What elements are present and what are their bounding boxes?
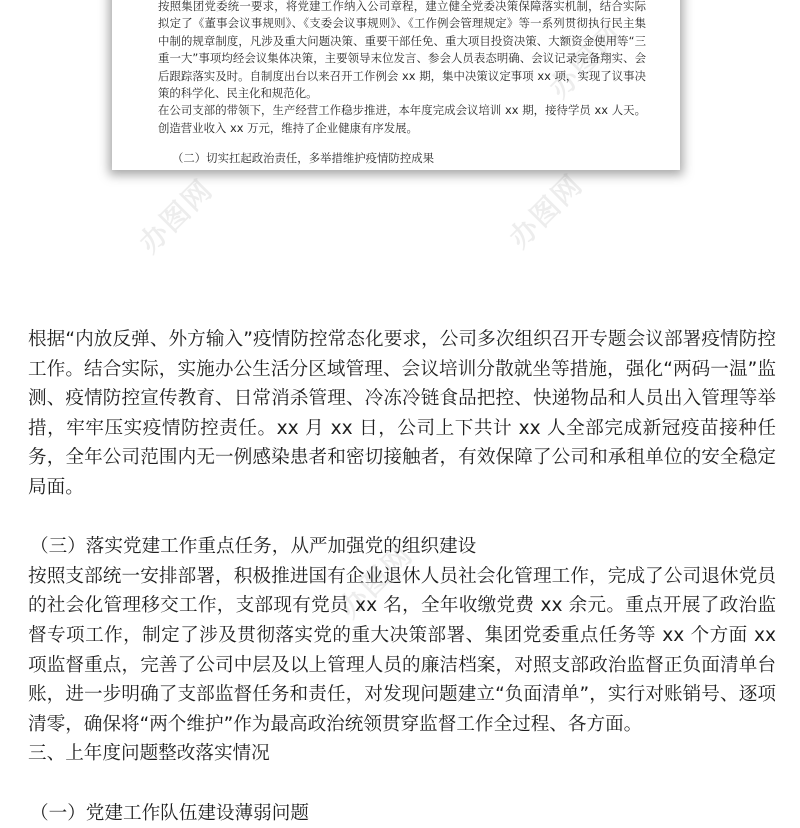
page-preview-paragraph-2: 在公司支部的带领下，生产经营工作稳步推进，本年度完成会议培训 xx 期，接待学员 xx 人天。创造营业收入 xx 万元，维持了企业健康有序发展。 [158,102,646,137]
subsection-heading-1: （一）党建工作队伍建设薄弱问题 [28,799,776,828]
watermark: 办图网 [329,534,421,626]
document-body [28,325,776,828]
watermark: 办图网 [499,164,591,256]
section-heading-3: （三）落实党建工作重点任务，从严加强党的组织建设 [28,532,776,562]
watermark: 办图网 [129,169,221,261]
paragraph-epidemic-control: 根据“内放反弹、外方输入”疫情防控常态化要求，公司多次组织召开专题会议部署疫情防控工作。结合实际，实施办公生活分区域管理、会议培训分散就坐等措施，强化“两码一温”监测、疫情防控宣传教育、日常消杀管理、冷冻冷链食品把控、快递物品和人员出入管理等举措，牢牢压实疫情防控责任。xx 月 xx 日，公司上下共计 xx 人全部完成新冠疫苗接种任务，全年公司范围内无一例感染患者和密切接触者，有效保障了公司和承租单位的安全稳定局面。 [28,325,776,503]
section-title-rectification: 三、上年度问题整改落实情况 [28,739,776,769]
paragraph-party-building: 按照支部统一安排部署，积极推进国有企业退休人员社会化管理工作，完成了公司退休党员的社会化管理移交工作，支部现有党员 xx 名，全年收缴党费 xx 余元。重点开展了政治监督专项工作，制定了涉及贯彻落实党的重大决策部署、集团党委重点任务等 xx 个方面 xx 项监督重点，完善了公司中层及以上管理人员的廉洁档案，对照支部政治监督正负面清单台账，进一步明确了支部监督任务和责任，对发现问题建立“负面清单”，实行对账销号、逐项清零，确保将“两个维护”作为最高政治统领贯穿监督工作全过程、各方面。 [28,562,776,740]
page-preview-subheading: （二）切实扛起政治责任，多举措维护疫情防控成果 [172,150,434,166]
page-preview-text [158,0,646,137]
page-preview-paragraph-1: 按照集团党委统一要求，将党建工作纳入公司章程，建立健全党委决策保障落实机制，结合实际拟定了《董事会议事规则》、《支委会议事规则》、《工作例会管理规定》等一系列贯彻执行民主集中制的规章制度，凡涉及重大问题决策、重要干部任免、重大项目投资决策、大额资金使用等“三重一大”事项均经会议集体决策，主要领导末位发言、参会人员表态明确、会议记录完备翔实、会后跟踪落实及时。自制度出台以来召开工作例会 xx 期，集中决策议定事项 xx 项，实现了议事决策的科学化、民主化和规范化。 [158,0,646,102]
document-page-preview [112,0,680,170]
